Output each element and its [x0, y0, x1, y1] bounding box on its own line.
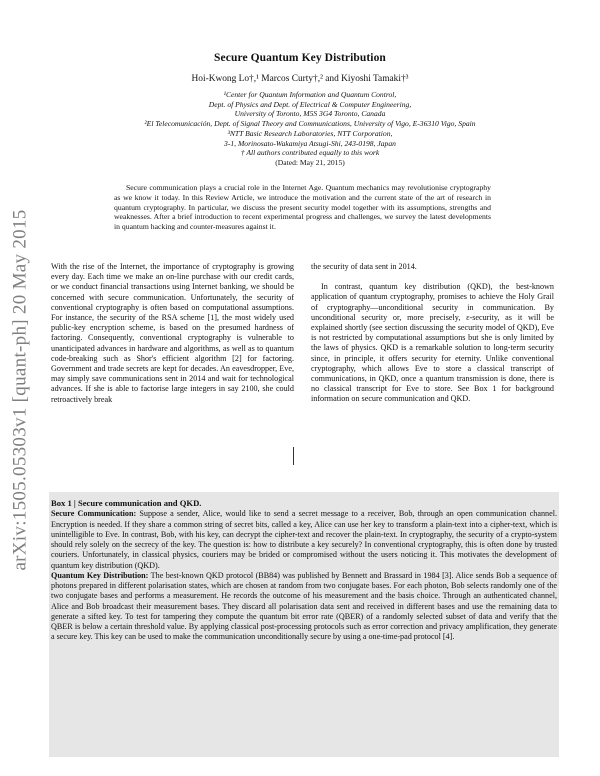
- qkd-label: Quantum Key Distribution:: [51, 570, 149, 580]
- box-title: Box 1 | Secure communication and QKD.: [51, 498, 202, 508]
- affiliation-1-line-1: ¹Center for Quantum Information and Quantum Control,: [223, 90, 397, 99]
- intro-paragraph: With the rise of the Internet, the importance of cryptography is growing every day. Each time we make an on-line purchase with our credit cards, or we conduct financial transactions using Internet banking, we should be concerned with secure communication. Unfortunately, the security of conventional cryptography is often based on computational assumptions. For instance, the security of the RSA scheme [1], the most widely used public-key encryption scheme, is based on the presumed hardness of factoring. Consequently, conventional cryptography is vulnerable to unanticipated advances in hardware and algorithms, as well as to quantum code-breaking such as Shor's efficient algorithm [2] for factoring. Government and trade secrets are kept for decades. An eavesdropper, Eve, may simply save communications sent in 2014 and wait for technological advances. If she is able to factorise large integers in say 2100, she could retroactively break: [51, 262, 294, 404]
- box-1: [51, 498, 557, 643]
- affiliation-3-line-2: 3-1, Morinosato-Wakamiya Atsugi-Shi, 243-0198, Japan: [224, 138, 396, 148]
- arxiv-identifier: [4, 150, 38, 630]
- affiliation-2: ²El Telecomunicación, Dept. of Signal Theory and Communications, University of Vigo, E-36310 Vigo, Spain: [144, 119, 476, 129]
- secure-communication-label: Secure Communication:: [51, 509, 137, 519]
- date-line: (Dated: May 21, 2015): [275, 157, 345, 167]
- secure-communication-text: Suppose a sender, Alice, would like to send a secret message to a receiver, Bob, through an open communication channel. Encryption is needed. If they share a common string of secret bits, called a key, Alice can use her key to transform a plain-text into a cipher-text, which is unintelligible to Eve. In contrast, Bob, with his key, can decrypt the cipher-text and recover the plain-text. In cryptography, the security of a crypto-system should rely solely on the secrecy of the key. The question is: how to distribute a key securely? In conventional cryptography, this is often done by trusted couriers. Unfortunately, in classical physics, couriers may be brided or compromised without the users noticing it. This motivates the development of quantum key distribution (QKD).: [51, 509, 557, 570]
- qkd-paragraph: In contrast, quantum key distribution (QKD), the best-known application of quantum cryptography, promises to achieve the Holy Grail of cryptography—unconditional security in communication. By unconditional security or, more precisely, ε-security, as it will be explained shortly (see section discussing the security model of QKD), Eve is not restricted by computational assumptions but she is only limited by the laws of physics. QKD is a remarkable solution to long-term security since, in principle, it offers security for eternity. Unlike conventional cryptography, which allows Eve to store a classical transcript of communications, in QKD, once a quantum transmission is done, there is no classical transcript for Eve to store. See Box 1 for background information on secure communication and QKD.: [311, 282, 554, 404]
- affiliation-3-line-1: ³NTT Basic Research Laboratories, NTT Corporation,: [227, 128, 393, 138]
- affiliation-1-line-3: University of Toronto, M5S 3G4 Toronto, Canada: [234, 109, 386, 119]
- equal-contribution-note: † All authors contributed equally to this work: [240, 148, 380, 158]
- body-column-right: [311, 262, 554, 405]
- arxiv-identifier-text: arXiv:1505.05303v1 [quant-ph] 20 May 2015: [10, 209, 32, 571]
- secure-communication-paragraph: [51, 509, 557, 571]
- abstract: Secure communication plays a crucial role in the Internet Age. Quantum mechanics may revolutionise cryptography as we know it today. In this Review Article, we introduce the motivation and the current state of the art of research in quantum cryptography. In particular, we discuss the present security model together with its assumptions, strengths and weaknesses. After a brief introduction to recent experimental progress and challenges, we survey the latest developments in quantum hacking and counter-measures against it.: [114, 183, 491, 232]
- body-column-left: [51, 262, 294, 405]
- continuation-paragraph: the security of data sent in 2014.: [311, 262, 417, 271]
- qkd-text: The best-known QKD protocol (BB84) was published by Bennett and Brassard in 1984 [3]. Alice sends Bob a sequence of photons prepared in different polarisation states, which are chosen at random from two conjugate bases. For each photon, Bob selects randomly one of the two conjugate bases and performs a measurement. He records the outcome of his measurement and the basis choice. Through an authenticated channel, Alice and Bob broadcast their measurement bases. They discard all polarisation data sent and received in different bases and use the remaining data to generate a sifted key. To test for tampering they compute the quantum bit error rate (QBER) of a randomly selected subset of data and verify that the QBER is below a certain threshold value. By applying classical post-processing protocols such as error correction and privacy amplification, they generate a secure key. This key can be used to make the communication unconditionally secure by using a one-time-pad protocol [4].: [51, 570, 557, 642]
- author-list: Hoi-Kwong Lo†,¹ Marcos Curty†,² and Kiyoshi Tamaki†³: [191, 74, 409, 84]
- column-end-rule: [293, 447, 294, 465]
- affiliation-1-line-2: Dept. of Physics and Dept. of Electrical & Computer Engineering,: [208, 99, 412, 109]
- affiliations: [40, 90, 580, 168]
- paper-title: Secure Quantum Key Distribution: [214, 52, 386, 64]
- qkd-box-paragraph: [51, 571, 557, 643]
